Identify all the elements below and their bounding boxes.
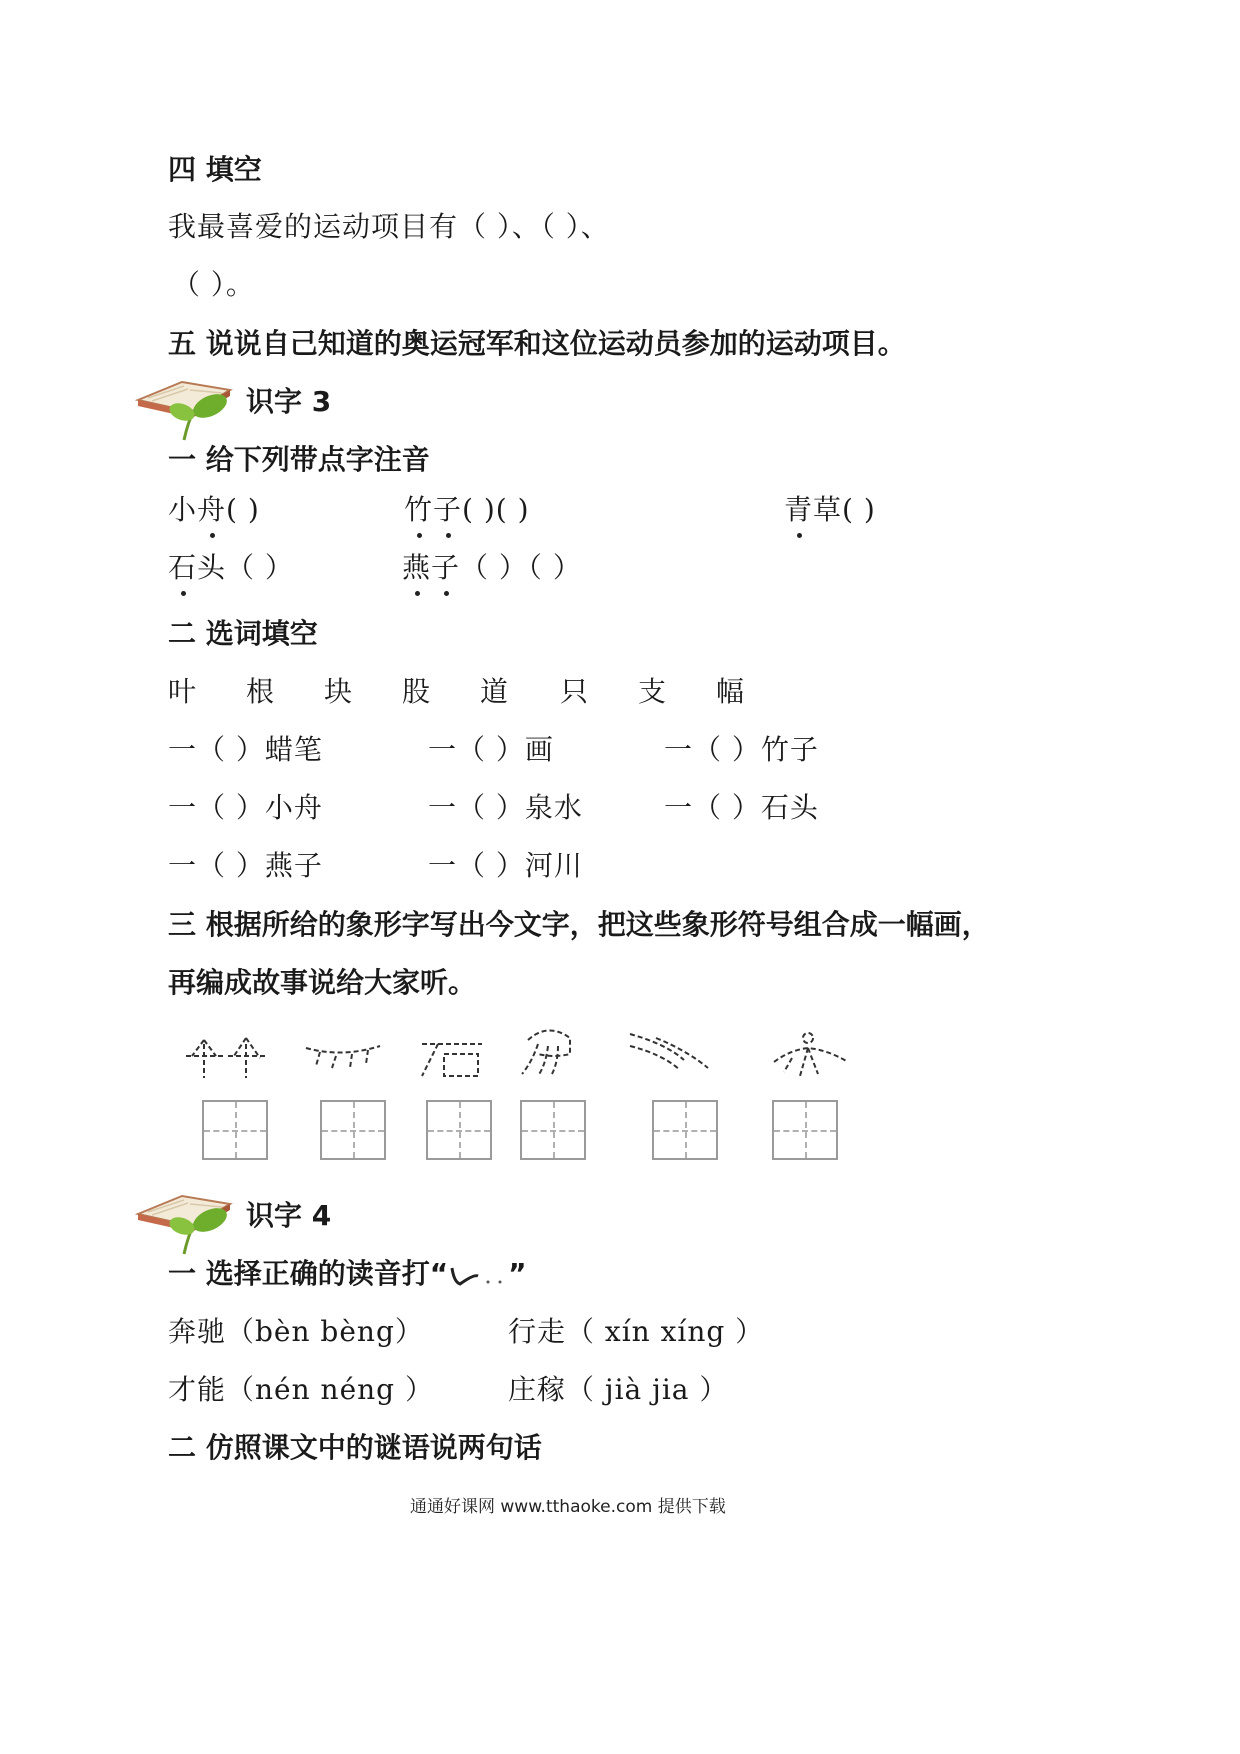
word-bank-item: 股 [402,675,432,708]
writing-grid[interactable] [520,1100,586,1160]
checkmark-icon [448,1260,508,1290]
word-bank-item: 只 [560,675,590,708]
pinyin-item-yanzi: 燕子（ ）（ ） [402,546,582,586]
lesson-4-q1-title-text: 一 选择正确的读音打“ [168,1257,449,1290]
pinyin-item-zhuzi: 竹子( )( ) [404,488,530,528]
reading-choice-benchi: 奔驰（bèn bèng） [168,1315,424,1348]
fill-blank-item: 一（ ）泉水 [428,791,583,824]
section-4-title: 四 填空 [168,153,262,186]
fill-blank-item: 一（ ）画 [428,733,554,766]
reading-choice-zhuangjia: 庄稼（ jià jia ） [508,1373,729,1406]
fill-blank-item: 一（ ）竹子 [664,733,819,766]
word-bank-item: 幅 [716,675,746,708]
word-bank-item: 道 [480,675,510,708]
lesson-3-q3-line-2: 再编成故事说给大家听。 [168,966,477,999]
word-bank-item: 支 [638,675,668,708]
word-bank-item: 块 [324,675,354,708]
book-leaf-icon [130,362,240,442]
fill-blank-item: 一（ ）石头 [664,791,819,824]
pictograph-spring-icon [518,1022,580,1078]
pictograph-river-icon [626,1030,712,1076]
lesson-4-q1-title-end: ” [508,1257,527,1290]
reading-choice-caineng: 才能（nén néng ） [168,1373,434,1406]
book-leaf-icon [130,1176,240,1256]
writing-grid[interactable] [320,1100,386,1160]
writing-grid[interactable] [202,1100,268,1160]
writing-grid[interactable] [426,1100,492,1160]
fill-blank-item: 一（ ）河川 [428,849,583,882]
lesson-3-q1-title: 一 给下列带点字注音 [168,443,430,476]
lesson-3-title: 识字 3 [246,385,332,418]
pinyin-item-qingcao: 青草( ) [784,488,876,528]
pinyin-item-xiaozhou: 小舟( ) [168,488,260,528]
section-4-line-1: 我最喜爱的运动项目有（ ）、（ ）、 [168,210,610,243]
reading-choice-xingzou: 行走（ xín xíng ） [508,1315,765,1348]
pictograph-stone-icon [418,1036,488,1080]
fill-blank-item: 一（ ）小舟 [168,791,323,824]
lesson-4-q1-title [168,1252,527,1292]
page-footer: 通通好课网 www.tthaoke.com 提供下载 [410,1497,726,1517]
pictograph-swallow-icon [770,1028,852,1080]
lesson-4-title: 识字 4 [246,1199,332,1232]
lesson-3-q2-title: 二 选词填空 [168,617,318,650]
section-4-line-2: （ ）。 [172,268,255,301]
writing-grid[interactable] [772,1100,838,1160]
lesson-3-q3-line-1: 三 根据所给的象形字写出今文字，把这些象形符号组合成一幅画， [168,908,990,941]
pinyin-item-shitou: 石头（ ） [168,546,294,586]
lesson-4-q2-title: 二 仿照课文中的谜语说两句话 [168,1431,542,1464]
section-5-title: 五 说说自己知道的奥运冠军和这位运动员参加的运动项目。 [168,327,906,360]
pictograph-boat-icon [302,1034,384,1074]
fill-blank-item: 一（ ）燕子 [168,849,323,882]
writing-grid[interactable] [652,1100,718,1160]
word-bank-item: 叶 [168,675,198,708]
pictograph-bamboo-icon [184,1026,268,1082]
fill-blank-item: 一（ ）蜡笔 [168,733,323,766]
word-bank-item: 根 [246,675,276,708]
